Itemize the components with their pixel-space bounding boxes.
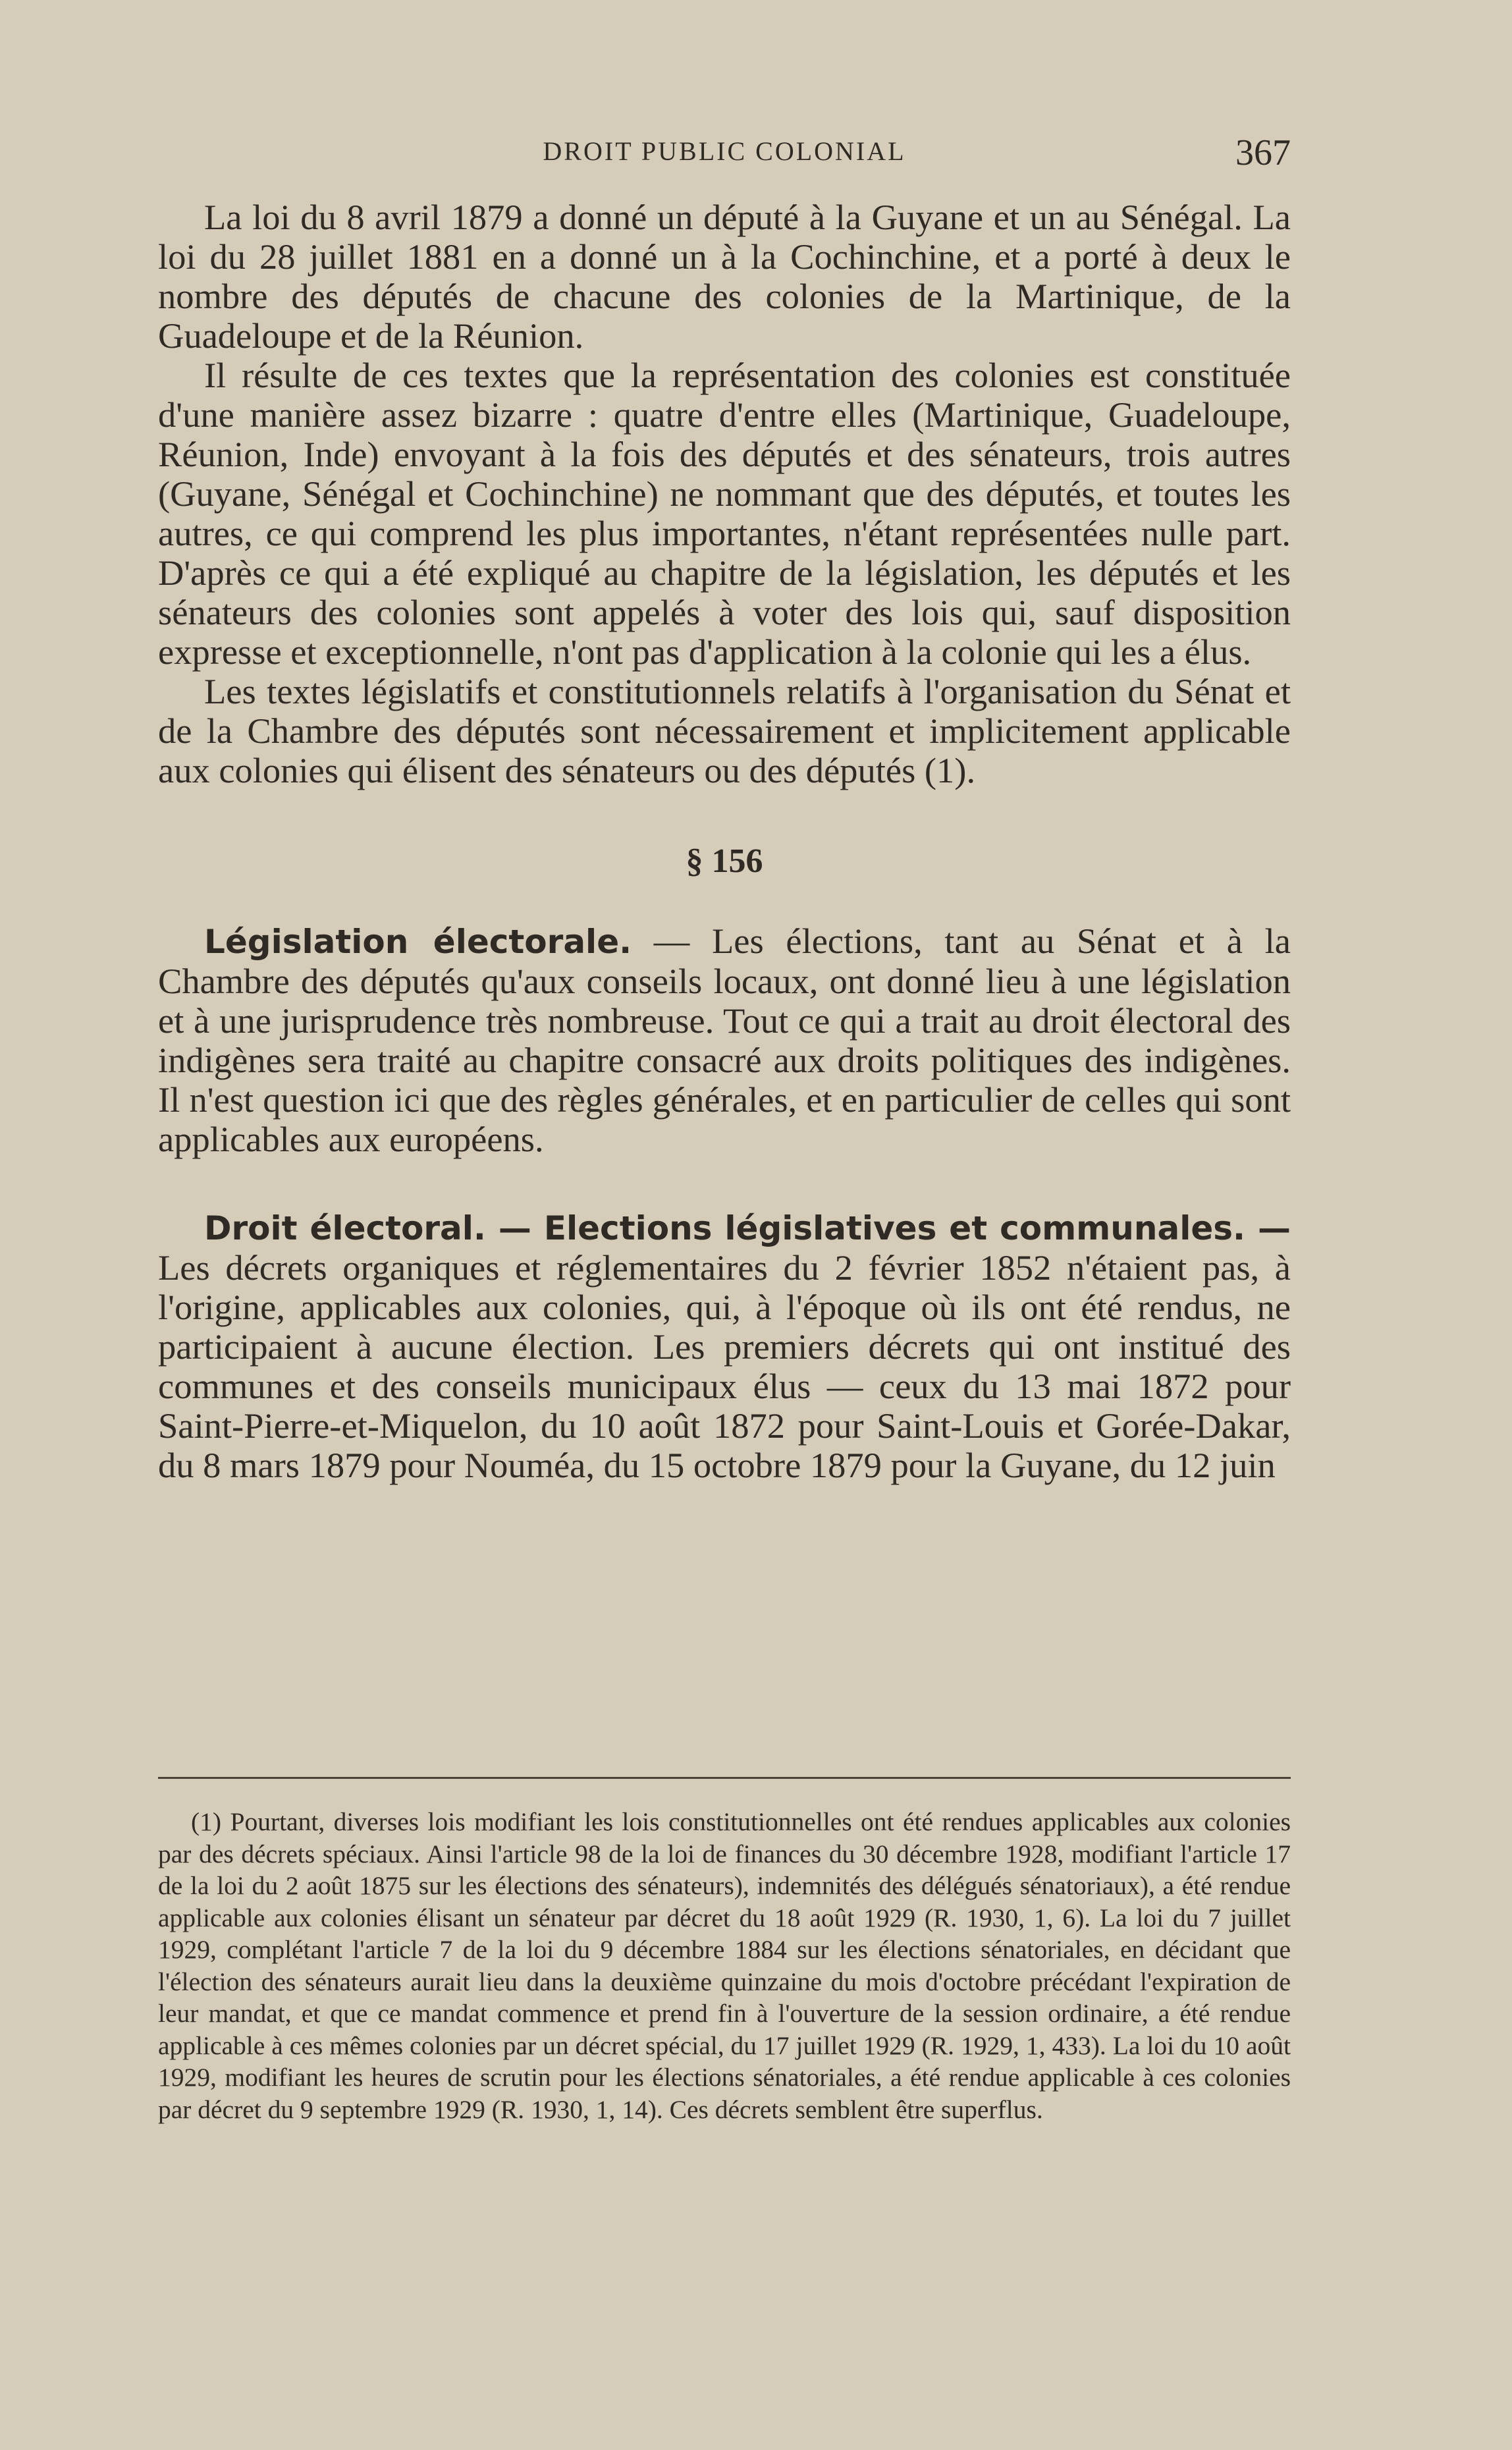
- footnote: (1) Pourtant, diverses lois modifiant les lois constitutionnelles ont été rendues applicables aux colonies par des décrets spéciaux. Ainsi l'article 98 de la loi de finances du 30 décembre 1928, modifiant l'article 17 de la loi du 2 août 1875 sur les élections des sénateurs), indemnités des délégués sénatoriaux), a été rendue applicable aux colonies élisant un sénateur par décret du 18 août 1929 (R. 1930, 1, 6). La loi du 7 juillet 1929, complétant l'article 7 de la loi du 9 décembre 1884 sur les élections sénatoriales, en décidant que l'élection des sénateurs aurait lieu dans la deuxième quinzaine du mois d'octobre précédant l'expiration de leur mandat, et que ce mandat commence et prend fin à l'ouverture de la session ordinaire, a été rendue applicable à ces mêmes colonies par un décret spécial, du 17 juillet 1929 (R. 1929, 1, 433). La loi du 10 août 1929, modifiant les heures de scrutin pour les élections sénatoriales, a été rendue applicable à ces colonies par décret du 9 septembre 1929 (R. 1930, 1, 14). Ces décrets semblent être superflus.: [158, 1807, 1291, 2124]
- page-number: 367: [1235, 132, 1291, 173]
- paragraph: Il résulte de ces textes que la représentation des colonies est constituée d'une manière assez bizarre : quatre d'entre elles (Martinique, Guadeloupe, Réunion, Inde) envoyant à la fois des députés et des sénateurs, trois autres (Guyane, Sénégal et Cochinchine) ne nommant que des députés, et toutes les autres, ce qui comprend les plus importantes, n'étant représentées nulle part. D'après ce qui a été expliqué au chapitre de la législation, les députés et les sénateurs des colonies sont appelés à voter des lois qui, sauf disposition expresse et exceptionnelle, n'ont pas d'application à la colonie qui les a élus.: [158, 355, 1291, 672]
- section-number: § 156: [686, 842, 763, 880]
- legislation-heading: Législation électorale.: [204, 923, 632, 961]
- running-title: DROIT PUBLIC COLONIAL: [543, 136, 906, 166]
- droit-electoral-paragraph: [158, 1208, 1291, 1485]
- legislation-text: — Les élections, tant au Sénat et à la Chambre des députés qu'aux conseils locaux, ont donné lieu à une législation et à une jurisprudence très nombreuse. Tout ce qui a trait au droit électoral des indigènes sera traité au chapitre consacré aux droits politiques des indigènes. Il n'est question ici que des règles générales, et en particulier de celles qui sont applicables aux européens.: [158, 921, 1291, 1159]
- legislation-paragraph: [158, 921, 1291, 1159]
- main-text: [158, 198, 1291, 1485]
- paragraph: La loi du 8 avril 1879 a donné un député à la Guyane et un au Sénégal. La loi du 28 juillet 1881 en a donné un à la Cochinchine, et a porté à deux le nombre des députés de chacune des colonies de la Martinique, de la Guadeloupe et de la Réunion.: [158, 197, 1291, 356]
- droit-electoral-heading: Droit électoral. — Elections législatives et communales. —: [204, 1209, 1291, 1247]
- page-header: [158, 132, 1291, 178]
- paragraph: Les textes législatifs et constitutionnels relatifs à l'organisation du Sénat et de la Chambre des députés sont nécessairement et implicitement applicable aux colonies qui élisent des sénateurs ou des députés (1).: [158, 671, 1291, 790]
- droit-electoral-text: Les décrets organiques et réglementaires du 2 février 1852 n'étaient pas, à l'origine, applicables aux colonies, qui, à l'époque où ils ont été rendus, ne participaient à aucune élection. Les premiers décrets qui ont institué des communes et des conseils municipaux élus — ceux du 13 mai 1872 pour Saint-Pierre-et-Miquelon, du 10 août 1872 pour Saint-Louis et Gorée-Dakar, du 8 mars 1879 pour Nouméa, du 15 octobre 1879 pour la Guyane, du 12 juin: [158, 1247, 1291, 1485]
- footnote-divider: [158, 1777, 1291, 1779]
